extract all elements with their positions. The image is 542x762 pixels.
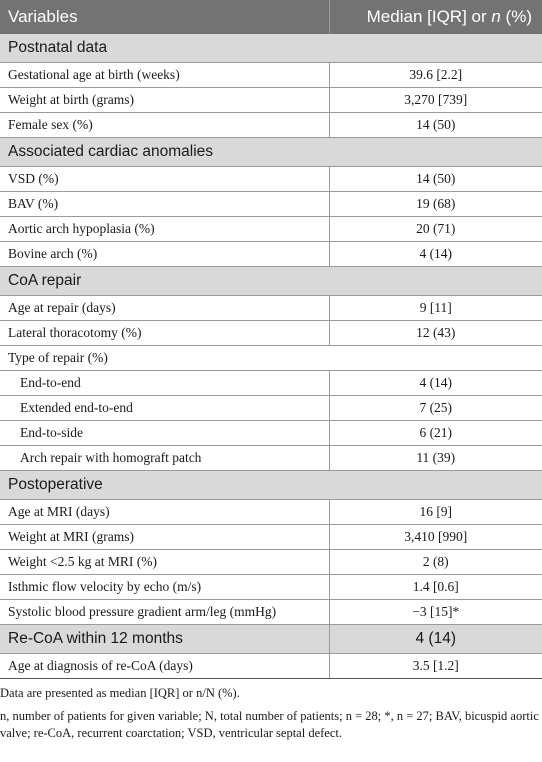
row-label: Aortic arch hypoplasia (%) xyxy=(0,217,329,242)
section-title: Associated cardiac anomalies xyxy=(0,138,542,167)
table-row xyxy=(0,217,542,242)
row-label: Gestational age at birth (weeks) xyxy=(0,63,329,88)
table-row xyxy=(0,346,542,371)
table-row xyxy=(0,113,542,138)
row-value: 3,270 [739] xyxy=(329,88,542,113)
row-value: 20 (71) xyxy=(329,217,542,242)
table-footnotes xyxy=(0,679,542,742)
row-label: Age at MRI (days) xyxy=(0,500,329,525)
row-label: VSD (%) xyxy=(0,167,329,192)
row-label: Bovine arch (%) xyxy=(0,242,329,267)
row-label: Lateral thoracotomy (%) xyxy=(0,321,329,346)
table-row xyxy=(0,575,542,600)
row-value: 1.4 [0.6] xyxy=(329,575,542,600)
table-row xyxy=(0,421,542,446)
row-value: 7 (25) xyxy=(329,396,542,421)
header-median-pre: Median [IQR] or xyxy=(366,7,492,26)
row-value: 4 (14) xyxy=(329,242,542,267)
footnote-2: n, number of patients for given variable; N, total number of patients; n = 28; *, n = 27; BAV, bicuspid aortic valve; re-CoA, recurrent coarctation; VSD, ventricular septal defect. xyxy=(0,709,539,740)
row-label: Type of repair (%) xyxy=(0,346,542,371)
row-label: Weight at birth (grams) xyxy=(0,88,329,113)
row-value: 3,410 [990] xyxy=(329,525,542,550)
section-row-coa-repair xyxy=(0,267,542,296)
section-row-recoa xyxy=(0,625,542,654)
table-row xyxy=(0,321,542,346)
row-label: Age at diagnosis of re-CoA (days) xyxy=(0,654,329,679)
table-row xyxy=(0,63,542,88)
header-median-n: n xyxy=(491,7,501,26)
table-row xyxy=(0,500,542,525)
row-label: End-to-end xyxy=(0,371,329,396)
row-value: 2 (8) xyxy=(329,550,542,575)
row-value: 4 (14) xyxy=(329,371,542,396)
section-row-postoperative xyxy=(0,471,542,500)
table-row xyxy=(0,192,542,217)
section-title: Re-CoA within 12 months xyxy=(0,625,329,654)
table-row xyxy=(0,550,542,575)
header-median xyxy=(329,0,542,34)
row-label: Systolic blood pressure gradient arm/leg (mmHg) xyxy=(0,600,329,625)
row-label: Isthmic flow velocity by echo (m/s) xyxy=(0,575,329,600)
table-row xyxy=(0,167,542,192)
section-title: Postnatal data xyxy=(0,34,542,63)
row-value: 3.5 [1.2] xyxy=(329,654,542,679)
row-value: 14 (50) xyxy=(329,167,542,192)
row-value: 14 (50) xyxy=(329,113,542,138)
row-label: Age at repair (days) xyxy=(0,296,329,321)
table-row xyxy=(0,654,542,679)
row-label: Weight <2.5 kg at MRI (%) xyxy=(0,550,329,575)
row-label: BAV (%) xyxy=(0,192,329,217)
row-value: 11 (39) xyxy=(329,446,542,471)
row-value: 9 [11] xyxy=(329,296,542,321)
row-label: Female sex (%) xyxy=(0,113,329,138)
table-row xyxy=(0,88,542,113)
section-row-cardiac xyxy=(0,138,542,167)
table-row xyxy=(0,296,542,321)
table-header-row xyxy=(0,0,542,34)
row-label: Extended end-to-end xyxy=(0,396,329,421)
row-value: −3 [15]* xyxy=(329,600,542,625)
footnote-1: Data are presented as median [IQR] or n/N (%). xyxy=(0,686,240,700)
table-row xyxy=(0,600,542,625)
table-row xyxy=(0,371,542,396)
table-row xyxy=(0,446,542,471)
section-value: 4 (14) xyxy=(329,625,542,654)
row-value: 39.6 [2.2] xyxy=(329,63,542,88)
row-value: 19 (68) xyxy=(329,192,542,217)
table-row xyxy=(0,396,542,421)
row-value: 12 (43) xyxy=(329,321,542,346)
row-label: Weight at MRI (grams) xyxy=(0,525,329,550)
row-value: 6 (21) xyxy=(329,421,542,446)
section-title: Postoperative xyxy=(0,471,542,500)
section-title: CoA repair xyxy=(0,267,542,296)
table-row xyxy=(0,525,542,550)
section-row-postnatal xyxy=(0,34,542,63)
row-label: End-to-side xyxy=(0,421,329,446)
header-variables: Variables xyxy=(0,0,329,34)
row-label: Arch repair with homograft patch xyxy=(0,446,329,471)
row-value: 16 [9] xyxy=(329,500,542,525)
header-median-post: (%) xyxy=(500,7,532,26)
table-row xyxy=(0,242,542,267)
